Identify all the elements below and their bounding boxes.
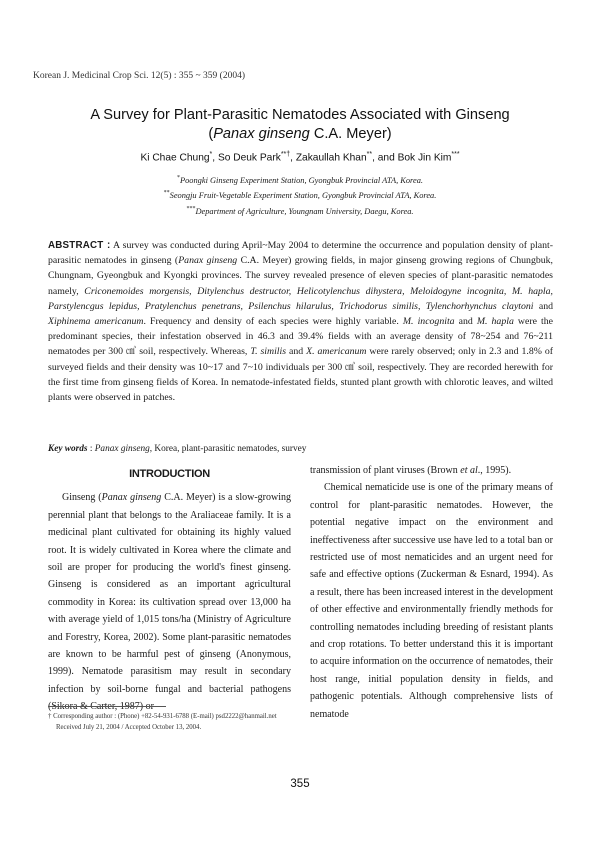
italic-term: Panax ginseng bbox=[101, 492, 162, 504]
affiliation-mark: *** bbox=[186, 205, 196, 212]
affiliation-mark: ** bbox=[163, 190, 170, 197]
section-heading-introduction: INTRODUCTION bbox=[129, 468, 210, 480]
left-column bbox=[48, 462, 291, 716]
title-open-paren: ( bbox=[208, 126, 214, 142]
footnote bbox=[48, 711, 277, 733]
intro-paragraph-1-continued bbox=[310, 462, 553, 479]
author-affiliation-mark: **† bbox=[280, 151, 291, 158]
affiliation-mark: * bbox=[177, 175, 180, 181]
dagger-mark: † bbox=[48, 713, 52, 720]
italic-term: et al bbox=[460, 465, 478, 476]
italic-term: Criconemoides morgensis, Ditylenchus destructor, Helicotylenchus dihystera, Meloidogyne incognita, M. hapla, Parstylencgus lepidus, Pratylenchus penetrans, Psilenchus hilarulus, Trichodorus similis, Tylenchorhynchus claytoni bbox=[48, 285, 553, 312]
affiliation-text: Seongju Fruit-Vegetable Experiment Station, Gyongbuk Provincial ATA, Korea. bbox=[169, 191, 437, 201]
affiliation-line bbox=[30, 187, 570, 202]
affiliation-text: Poongki Ginseng Experiment Station, Gyongbuk Provincial ATA, Korea. bbox=[180, 175, 423, 185]
journal-reference: Korean J. Medicinal Crop Sci. 12(5) : 355 ~ 359 (2004) bbox=[33, 71, 245, 81]
affiliation-text: Department of Agriculture, Youngnam University, Daegu, Korea. bbox=[195, 206, 414, 216]
page-number: 355 bbox=[290, 778, 310, 790]
keywords-body bbox=[95, 444, 307, 454]
author-separator: , and bbox=[372, 152, 398, 164]
author-list bbox=[30, 151, 570, 163]
author-name: So Deuk Park bbox=[217, 152, 281, 164]
author-affiliation-mark: * bbox=[209, 151, 213, 158]
abstract bbox=[48, 238, 553, 405]
text-run: and bbox=[533, 300, 553, 312]
author-name: Zakaullah Khan bbox=[295, 152, 367, 164]
text-run: C.A. Meyer) is a slow-growing perennial plant that belongs to the Araliaceae family. It is a medicinal plant cultivated for obtaining its highly valued root. It is widely cultivated in Korea where the climate and soil are proper for producing the world's finest ginseng. Ginseng is considered as an important agricultural commodity in Korea: its cultivation spread over 13,000 ha with average yield of 1,015 tons/ha (Ministry of Agriculture and Forestry, Korea, 2002). Some plant-parasitic nematodes are known to be harmful pest of ginseng (Anonymous, 1999). Nematode parasitism may result in secondary infection by soil-borne fungal and bacterial pathogens (Sikora & Carter, 1987) or bbox=[48, 492, 292, 713]
corresponding-author-text: Corresponding author : (Phone) +82-54-931-6788 (E-mail) psd2222@hanmail.net bbox=[51, 713, 277, 720]
author-name: Bok Jin Kim bbox=[397, 152, 452, 164]
text-run: C.A. Meyer) growing fields, in major ginseng growing regions of Chungbuk, Chungnam, Gyeongbuk and Kyongki provinces. The survey revealed presence of eleven species of plant-parasitic nematodes namely, bbox=[48, 255, 553, 297]
author-separator: , bbox=[212, 152, 218, 164]
italic-term: M. hapla bbox=[476, 316, 514, 328]
title-line-2 bbox=[30, 125, 570, 144]
keywords bbox=[48, 444, 553, 454]
paper-title bbox=[30, 106, 570, 144]
affiliation-line bbox=[30, 203, 570, 218]
affiliation-line bbox=[30, 172, 570, 187]
footnote-received: Received July 21, 2004 / Accepted October 13, 2004. bbox=[56, 724, 202, 731]
text-run: and bbox=[454, 316, 477, 328]
affiliation-list bbox=[30, 172, 570, 218]
abstract-label: ABSTRACT : bbox=[48, 240, 111, 251]
title-line-1: A Survey for Plant-Parasitic Nematodes Associated with Ginseng bbox=[90, 107, 510, 123]
footnote-corresponding bbox=[48, 711, 277, 722]
text-run: and bbox=[286, 346, 307, 358]
italic-term: Xiphinema americanum bbox=[48, 316, 144, 328]
text-run: transmission of plant viruses (Brown bbox=[310, 465, 461, 476]
italic-term: Panax ginseng bbox=[94, 444, 150, 454]
italic-term: T. similis bbox=[250, 346, 287, 358]
italic-term: X. americanum bbox=[306, 346, 367, 358]
text-run: , Korea, plant-parasitic nematodes, survey bbox=[149, 444, 307, 454]
right-column bbox=[310, 462, 553, 723]
text-run: were rarely observed; only in 2.3 and 1.8% of surveyed fields and their density was 10~17 and 7~10 individuals per 300 ㎤ soil, respectively. They are recorded herewith for the first time from ginseng fields of Korea. In nematode-infestated fields, stunted plant growth with chlorotic leaves, and wilted plants were observed in patches. bbox=[48, 346, 553, 404]
text-run: Ginseng ( bbox=[62, 492, 102, 504]
footnote-rule bbox=[48, 706, 166, 707]
title-close-paren: C.A. Meyer) bbox=[309, 126, 392, 142]
text-run: . Frequency and density of each species were highly variable. bbox=[143, 316, 403, 328]
author-separator: , bbox=[290, 152, 296, 164]
abstract-body bbox=[48, 240, 553, 403]
author-name: Ki Chae Chung bbox=[140, 152, 210, 164]
italic-term: Panax ginseng bbox=[178, 255, 238, 267]
text-run: A survey was conducted during April~May 2004 to determine the occurrence and population density of plant-parasitic nematodes in ginseng ( bbox=[48, 240, 553, 267]
italic-term: M. incognita bbox=[402, 316, 455, 328]
keywords-separator: : bbox=[87, 444, 95, 454]
text-run: were the predominant species, their infestation observed in 46.3 and 39.4% fields with an average density of 78~254 and 76~211 nematodes per 300 ㎤ soil, respectively. Whereas, bbox=[48, 316, 553, 358]
intro-paragraph-1 bbox=[48, 489, 291, 715]
author-affiliation-mark: *** bbox=[451, 151, 460, 158]
keywords-label: Key words bbox=[48, 444, 88, 454]
title-species: Panax ginseng bbox=[213, 126, 310, 142]
intro-paragraph-2 bbox=[310, 479, 553, 723]
text-run: Chemical nematicide use is one of the primary means of control for plant-parasitic nematodes. However, the potential negative impact on the environment and ineffectiveness after successive use have led to a total ban or restricted use of most nematicides and an urgent need for safe and effective options (Zuckerman & Esnard, 1994). As a result, there has been increased interest in the development of other effective and environmentally friendly methods for controlling nematodes including breeding of resistant plants and crop rotations. To better understand this it is important to acquire information on the occurrence of nematodes, their host range, initial population density in fields, and pathogenic potentials. Although comprehensive lists of nematode bbox=[310, 482, 553, 720]
author-affiliation-mark: ** bbox=[366, 151, 373, 158]
text-run: ., 1995). bbox=[477, 465, 512, 476]
